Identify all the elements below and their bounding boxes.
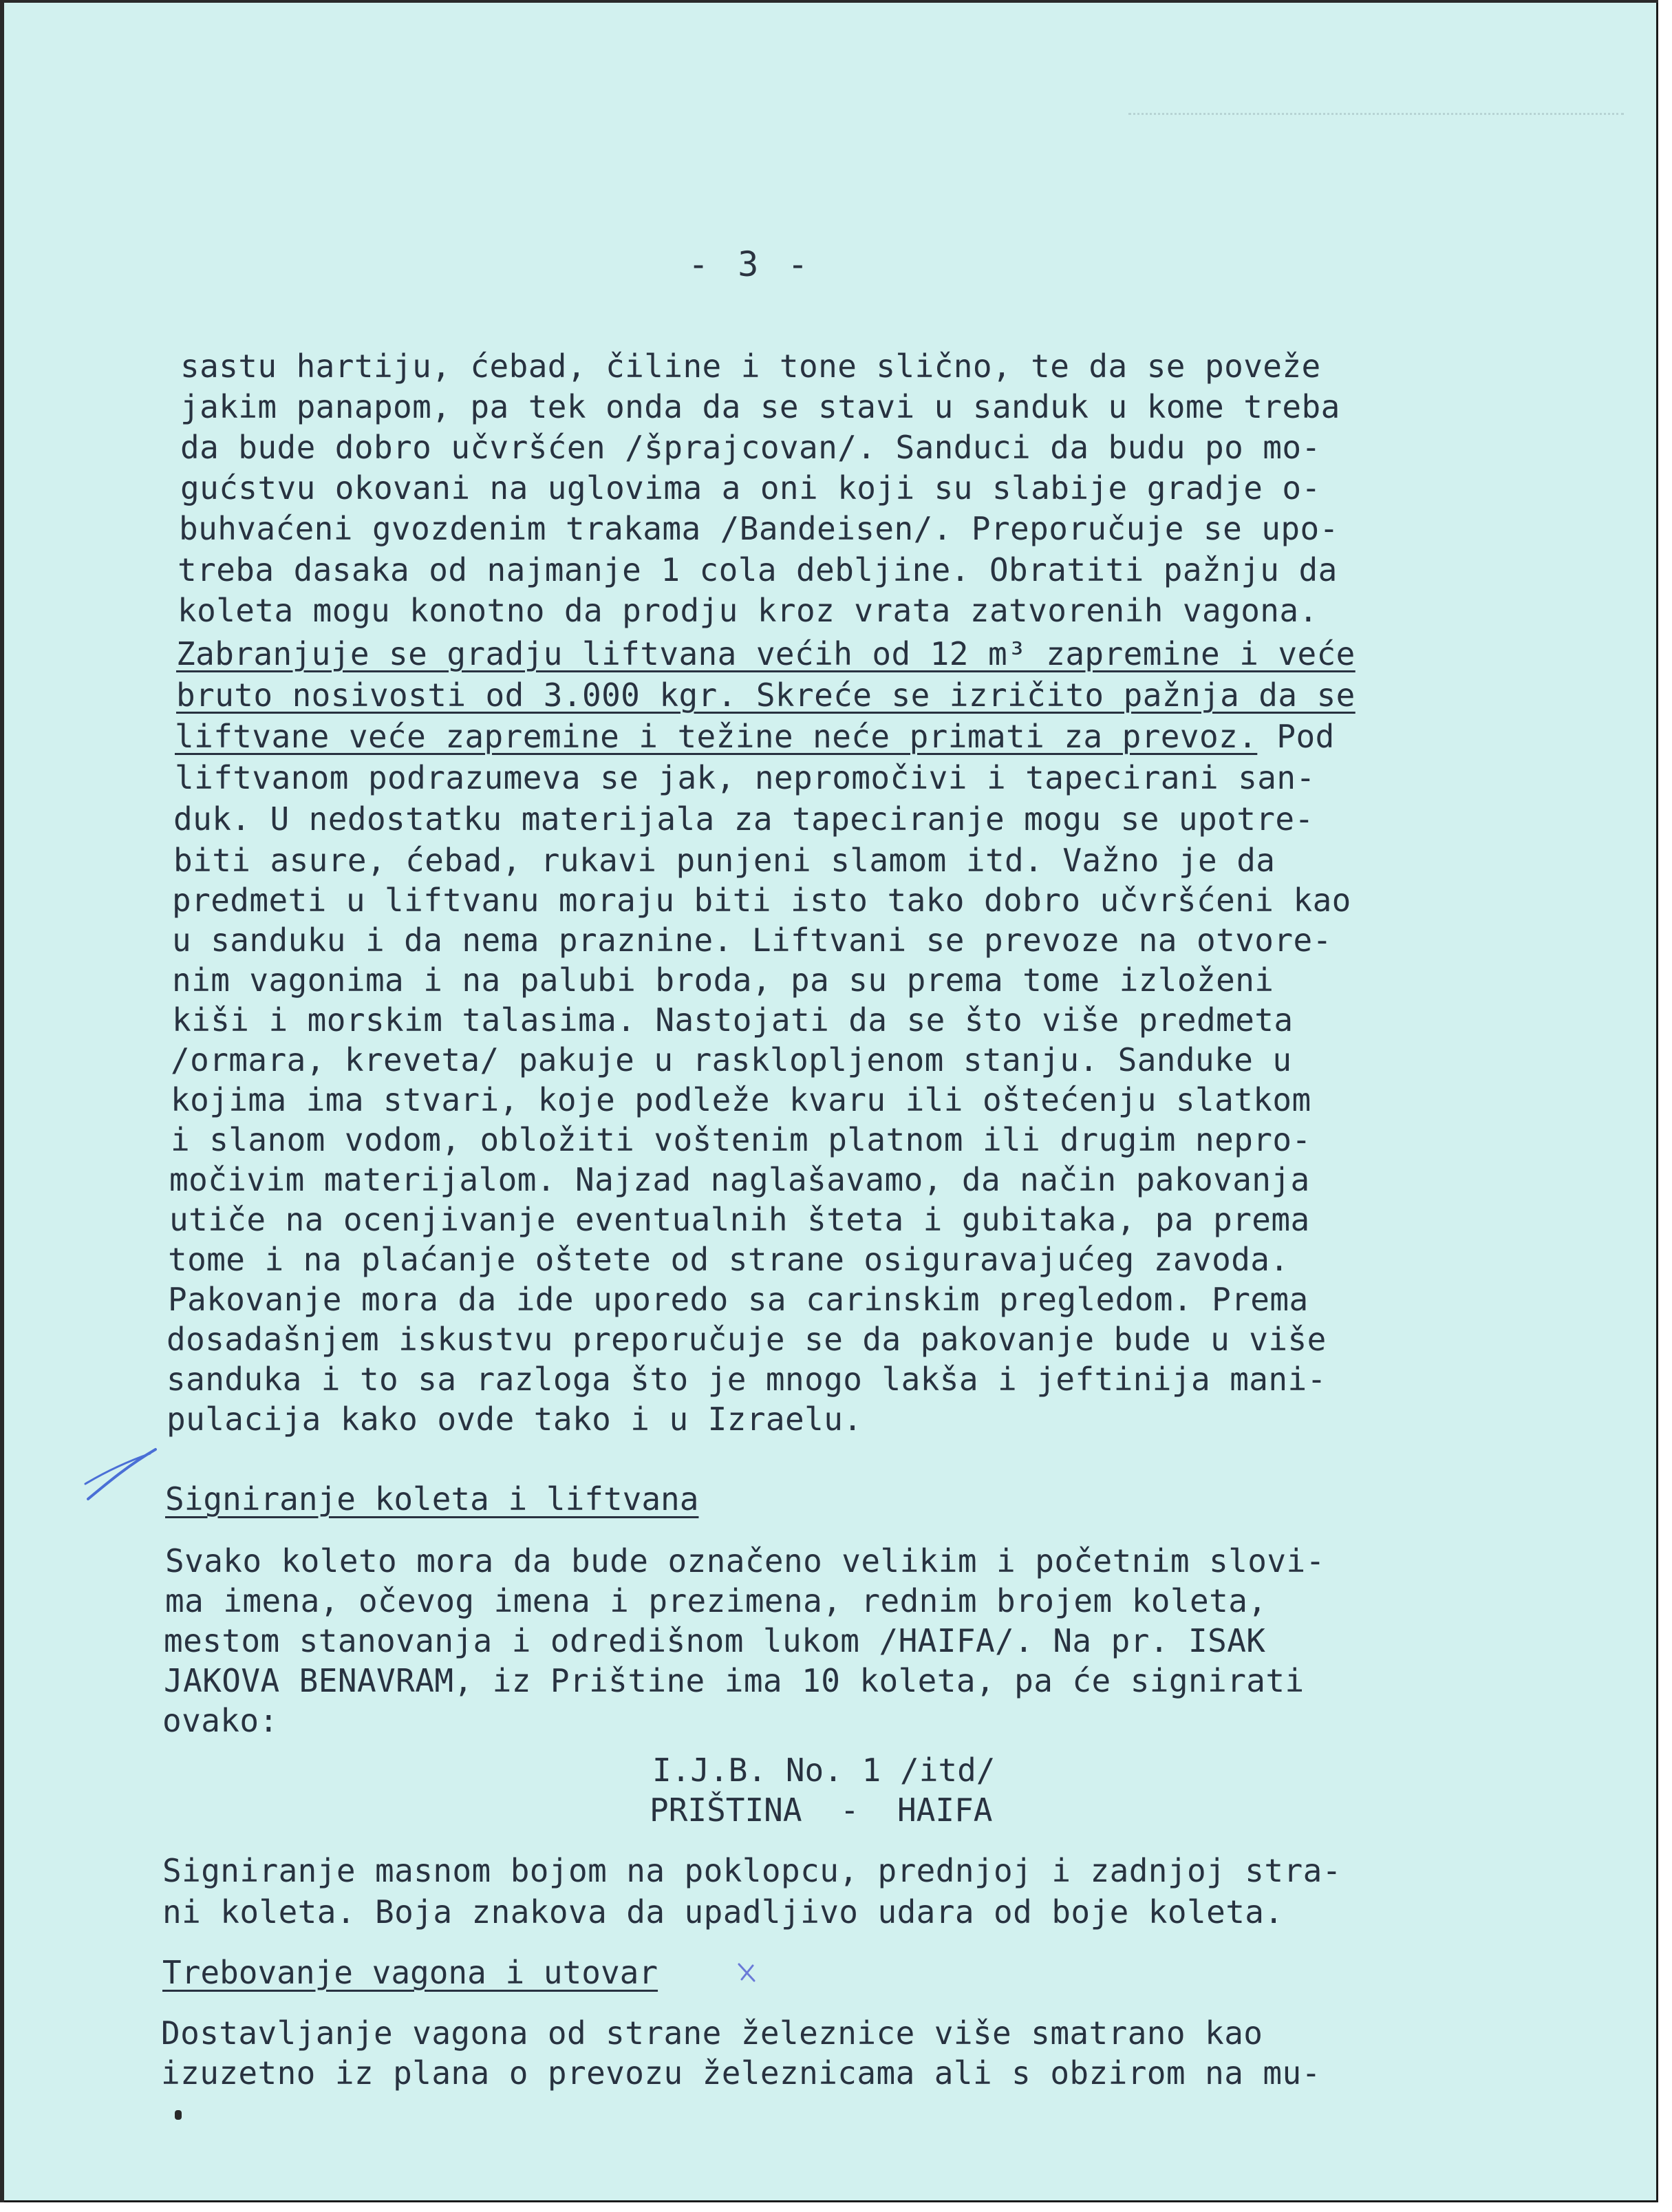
text-line: biti asure, ćebad, rukavi punjeni slamom itd. Važno je da <box>173 842 1276 879</box>
text-line: nim vagonima i na palubi broda, pa su prema tome izloženi <box>172 961 1274 999</box>
line-tail: Pod <box>1257 718 1335 755</box>
ink-dot <box>175 2110 182 2120</box>
underlined-fragment: liftvane veće zapremine i težine neće primati za prevoz. <box>175 718 1258 755</box>
text-line: Dostavljanje vagona od strane železnice više smatrano kao <box>161 2014 1263 2052</box>
mixed-line <box>175 717 1335 756</box>
text-line: da bude dobro učvršćen /šprajcovan/. Sanduci da budu po mo- <box>180 429 1321 466</box>
text-line: Pakovanje mora da ide uporedo sa carinskim pregledom. Prema <box>168 1281 1309 1318</box>
text-line: močivim materijalom. Najzad naglašavamo, da način pakovanja <box>169 1161 1310 1198</box>
text-line: sanduka i to sa razloga što je mnogo lakša i jeftinija mani- <box>167 1361 1327 1398</box>
text-line: mestom stanovanja i odredišnom lukom /HAIFA/. Na pr. ISAK <box>164 1622 1266 1659</box>
text-line: u sanduku i da nema praznine. Liftvani se prevoze na otvore- <box>172 922 1332 959</box>
text-line: buhvaćeni gvozdenim trakama /Bandeisen/. Preporučuje se upo- <box>179 510 1339 547</box>
text-line: i slanom vodom, obložiti voštenim platnom ili drugim nepro- <box>171 1121 1311 1158</box>
text-line: Svako koleto mora da bude označeno velikim i početnim slovi- <box>165 1542 1325 1580</box>
text-line: JAKOVA BENAVRAM, iz Prištine ima 10 koleta, pa će signirati <box>164 1662 1305 1699</box>
text-line: ma imena, očevog imena i prezimena, rednim brojem koleta, <box>165 1582 1267 1619</box>
text-line: /ormara, kreveta/ pakuje u rasklopljenom stanju. Sanduke u <box>171 1041 1292 1078</box>
text-line: treba dasaka od najmanje 1 cola debljine. Obratiti pažnju da <box>178 551 1338 588</box>
page-edge-top <box>0 0 1658 3</box>
underlined-line: Zabranjuje se gradju liftvana većih od 12 m³ zapremine i veće <box>176 635 1355 672</box>
example-marking-line1: I.J.B. No. 1 /itd/ <box>652 1752 996 1789</box>
text-line: sastu hartiju, ćebad, čiline i tone slično, te da se poveže <box>180 348 1321 385</box>
text-line: ovako: <box>162 1702 279 1739</box>
text-line: kojima ima stvari, koje podleže kvaru ili oštećenju slatkom <box>171 1081 1311 1118</box>
text-line: kiši i morskim talasima. Nastojati da se što više predmeta <box>172 1001 1294 1039</box>
text-line: jakim panapom, pa tek onda da se stavi u sanduk u kome treba <box>180 388 1340 425</box>
text-line: duk. U nedostatku materijala za tapeciranje mogu se upotre- <box>173 800 1314 838</box>
section-heading-signing: Signiranje koleta i liftvana <box>165 1480 699 1518</box>
faint-bleedthrough <box>1128 113 1624 123</box>
page-number: - 3 - <box>688 244 813 284</box>
text-line: izuzetno iz plana o prevozu železnicama ali s obzirom na mu- <box>161 2054 1321 2092</box>
text-line: gućstvu okovani na uglovima a oni koji su slabije gradje o- <box>180 469 1321 507</box>
text-line: koleta mogu konotno da prodju kroz vrata zatvorenih vagona. <box>178 592 1318 629</box>
pen-x-mark <box>733 1959 761 1986</box>
text-line: ni koleta. Boja znakova da upadljivo udara od boje koleta. <box>162 1893 1284 1931</box>
text-line: pulacija kako ovde tako i u Izraelu. <box>167 1401 863 1438</box>
text-line: utiče na ocenjivanje eventualnih šteta i gubitaka, pa prema <box>169 1201 1310 1238</box>
underlined-line: bruto nosivosti od 3.000 kgr. Skreće se izričito pažnja da se <box>176 677 1355 714</box>
page-edge-left <box>0 0 4 2202</box>
text-line: predmeti u liftvanu moraju biti isto tako dobro učvršćeni kao <box>172 882 1351 919</box>
text-line: Signiranje masnom bojom na poklopcu, prednjoj i zadnjoj stra- <box>162 1852 1342 1889</box>
text-line: liftvanom podrazumeva se jak, nepromočivi i tapecirani san- <box>175 759 1316 796</box>
example-marking-line2: PRIŠTINA - HAIFA <box>650 1791 993 1829</box>
text-line: dosadašnjem iskustvu preporučuje se da pakovanje bude u više <box>167 1321 1327 1358</box>
pen-slash-mark <box>81 1444 164 1506</box>
text-line: tome i na plaćanje oštete od strane osiguravajućeg zavoda. <box>168 1241 1289 1278</box>
section-heading-wagons: Trebovanje vagona i utovar <box>162 1954 658 1991</box>
